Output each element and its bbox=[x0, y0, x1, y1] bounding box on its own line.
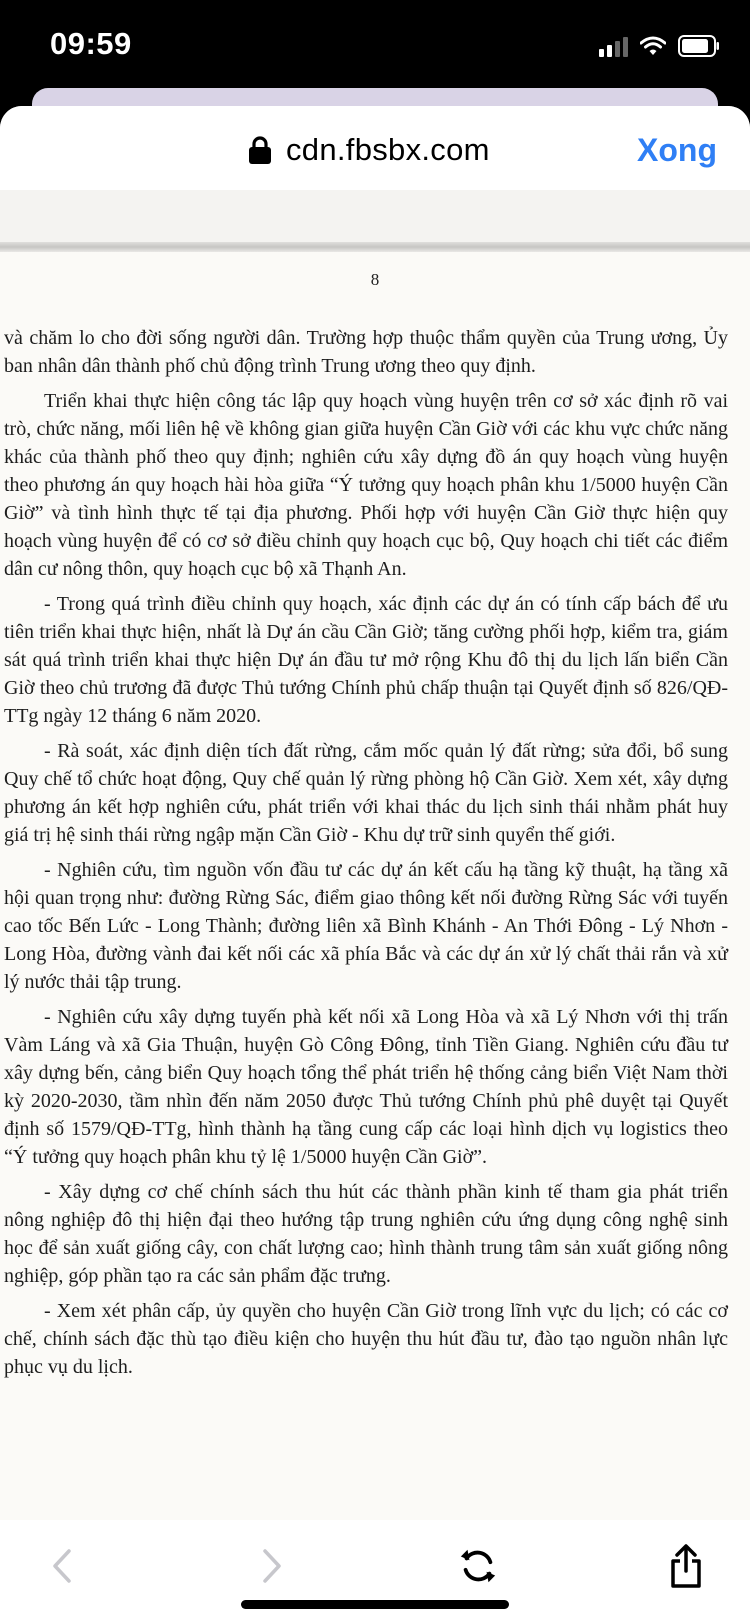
previous-page-edge bbox=[0, 190, 750, 242]
lock-icon bbox=[248, 135, 272, 165]
paragraph: Triển khai thực hiện công tác lập quy hoạch vùng huyện trên cơ sở xác định rõ vai trò, chức năng, mối liên hệ về không gian giữa huyện Cần Giờ với các khu vực chức năng khác của thành phố theo quy định; nghiên cứu xây dựng đồ án quy hoạch vùng huyện theo phương án quy hoạch hài hòa giữa “Ý tưởng quy hoạch phân khu 1/5000 huyện Cần Giờ” và tình hình thực tế tại địa phương. Phối hợp với huyện Cần Giờ thực hiện quy hoạch vùng huyện để có cơ sở điều chỉnh quy hoạch cục bộ, Quy hoạch chi tiết các điểm dân cư nông thôn, quy hoạch cục bộ xã Thạnh An. bbox=[4, 390, 728, 580]
url-display[interactable] bbox=[248, 132, 490, 168]
paragraph: - Nghiên cứu, tìm nguồn vốn đầu tư các dự án kết cấu hạ tầng kỹ thuật, hạ tầng xã hội quan trọng như: đường Rừng Sác, điểm giao thông kết nối đường Rừng Sác với tuyến cao tốc Bến Lức - Long Thành; đường liên xã Bình Khánh - An Thới Đông - Lý Nhơn - Long Hòa, đường vành đai kết nối các xã phía Bắc và các dự án xử lý chất thải rắn và xử lý nước thải tập trung. bbox=[4, 859, 728, 993]
browser-toolbar bbox=[0, 1520, 750, 1624]
paragraph: - Xây dựng cơ chế chính sách thu hút các thành phần kinh tế tham gia phát triển nông nghiệp đô thị hiện đại theo hướng tập trung nghiên cứu ứng dụng công nghệ sinh học để sản xuất giống cây, con chất lượng cao; hình thành trung tâm sản xuất giống nông nghiệp, góp phần tạo ra các sản phẩm đặc trưng. bbox=[4, 1181, 728, 1287]
reload-icon[interactable] bbox=[458, 1542, 498, 1590]
back-icon[interactable] bbox=[42, 1542, 82, 1590]
browser-nav-bar bbox=[0, 106, 750, 190]
document-page bbox=[0, 252, 750, 1520]
paragraph: - Rà soát, xác định diện tích đất rừng, cắm mốc quản lý đất rừng; sửa đổi, bổ sung Quy chế tổ chức hoạt động, Quy chế quản lý rừng phòng hộ Cần Giờ. Xem xét, xây dựng phương án kết hợp nghiên cứu, phát triển với khai thác du lịch sinh thái nhằm phát huy giá trị hệ sinh thái rừng ngập mặn Cần Giờ - Khu dự trữ sinh quyển thế giới. bbox=[4, 740, 728, 846]
signal-icon bbox=[599, 35, 628, 57]
status-time: 09:59 bbox=[50, 26, 132, 61]
page-divider bbox=[0, 242, 750, 252]
document-body bbox=[4, 324, 728, 1388]
browser-sheet bbox=[0, 106, 750, 1624]
status-bar bbox=[0, 0, 750, 92]
paragraph: và chăm lo cho đời sống người dân. Trường hợp thuộc thẩm quyền của Trung ương, Ủy ban nhân dân thành phố chủ động trình Trung ương theo quy định. bbox=[4, 327, 728, 377]
forward-icon[interactable] bbox=[252, 1542, 292, 1590]
share-icon[interactable] bbox=[666, 1542, 706, 1590]
page-number: 8 bbox=[370, 270, 380, 289]
home-indicator bbox=[241, 1600, 509, 1609]
battery-icon bbox=[678, 35, 720, 57]
url-text: cdn.fbsbx.com bbox=[286, 132, 490, 167]
done-button[interactable]: Xong bbox=[637, 132, 717, 168]
paragraph: - Trong quá trình điều chỉnh quy hoạch, xác định các dự án có tính cấp bách để ưu tiên triển khai thực hiện, nhất là Dự án cầu Cần Giờ; tăng cường phối hợp, kiểm tra, giám sát quá trình triển khai thực hiện Dự án đầu tư mở rộng Khu đô thị du lịch lấn biển Cần Giờ theo chủ trương đã được Thủ tướng Chính phủ chấp thuận tại Quyết định số 826/QĐ-TTg ngày 12 tháng 6 năm 2020. bbox=[4, 593, 728, 727]
paragraph: - Nghiên cứu xây dựng tuyến phà kết nối xã Long Hòa và xã Lý Nhơn với thị trấn Vàm Láng và xã Gia Thuận, huyện Gò Công Đông, tỉnh Tiền Giang. Nghiên cứu đầu tư xây dựng bến, cảng biển Quy hoạch tổng thể phát triển hệ thống cảng biển Việt Nam thời kỳ 2020-2030, tầm nhìn đến năm 2050 được Thủ tướng Chính phủ phê duyệt tại Quyết định số 1579/QĐ-TTg, hình thành hạ tầng cung cấp các loại hình dịch vụ logistics theo “Ý tưởng quy hoạch phân khu tỷ lệ 1/5000 huyện Cần Giờ”. bbox=[4, 1006, 728, 1168]
status-icons bbox=[599, 34, 720, 58]
paragraph: - Xem xét phân cấp, ủy quyền cho huyện Cần Giờ trong lĩnh vực du lịch; có các cơ chế, chính sách đặc thù tạo điều kiện cho huyện thu hút đầu tư, đào tạo nguồn nhân lực phục vụ du lịch. bbox=[4, 1300, 728, 1378]
wifi-icon bbox=[640, 36, 666, 56]
document-viewer[interactable] bbox=[0, 190, 750, 1520]
